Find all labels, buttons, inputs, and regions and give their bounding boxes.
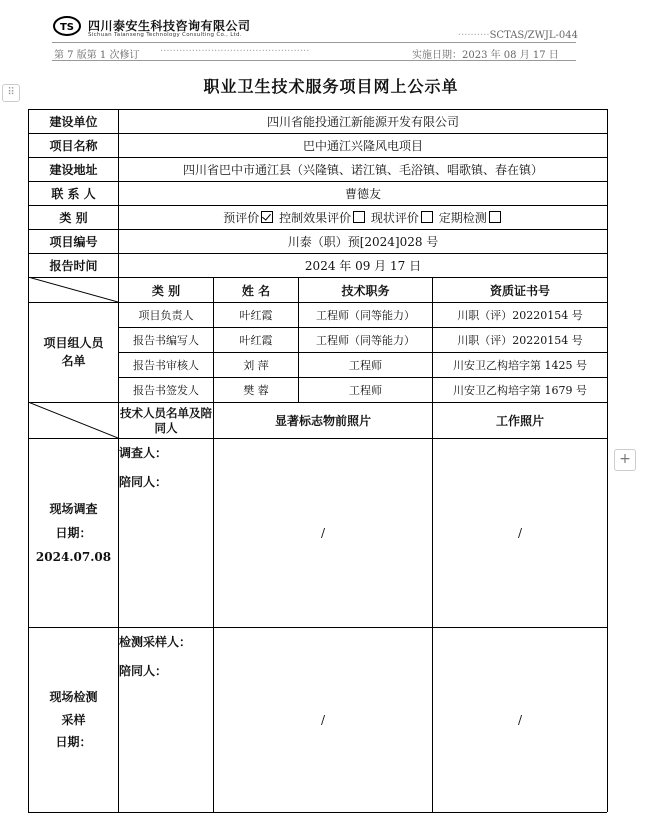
grid-line (607, 109, 608, 812)
staff-role: 报告书审核人 (133, 359, 199, 372)
category-option-pre[interactable] (223, 209, 275, 226)
svg-text:TS: TS (59, 22, 75, 33)
category-status-label: 现状评价 (370, 211, 419, 225)
staff-cert: 川安卫乙构培字第 1425 号 (453, 359, 587, 372)
category-option-status[interactable] (371, 209, 435, 226)
report-time-value: 2024 年 09 月 17 日 (304, 259, 422, 273)
staff-role: 报告书编写人 (133, 334, 199, 347)
builder-label: 建设单位 (49, 115, 98, 129)
staff-header-name: 姓 名 (241, 283, 271, 298)
checkbox-icon[interactable] (489, 211, 501, 223)
project-name-label: 项目名称 (49, 139, 98, 153)
category-option-control[interactable] (279, 209, 367, 226)
address-label: 建设地址 (49, 163, 98, 177)
staff-role: 项目负责人 (138, 309, 194, 322)
contact-value: 曹德友 (344, 187, 381, 201)
company-logo (52, 14, 82, 38)
field-survey-date: 2024.07.08 (35, 550, 112, 564)
diagonal-slash (28, 402, 118, 438)
contact-label: 联 系 人 (51, 187, 96, 201)
investigator-label: 调查人： (119, 446, 168, 460)
survey-companion-label: 陪同人： (119, 474, 168, 489)
field-sampling-label: 现场检测采样 (49, 689, 98, 727)
project-name-value: 巴中通江兴隆风电项目 (302, 139, 423, 153)
edition-label: 第 7 版第 1 次修订 (54, 50, 140, 61)
address-value: 四川省巴中市通江县（兴隆镇、诺江镇、毛浴镇、唱歌镇、春在镇） (182, 163, 543, 177)
grid-line (28, 812, 607, 813)
staff-cert: 川职（评）20220154 号 (457, 334, 583, 347)
photo-header-work: 工作照片 (495, 414, 544, 428)
document-code: ··········SCTAS/ZWJL-044 (457, 30, 578, 41)
doc-code-text: SCTAS/ZWJL-044 (489, 30, 578, 41)
category-control-label: 控制效果评价 (279, 211, 352, 225)
staff-name: 樊 蓉 (243, 384, 269, 397)
diagonal-slash (28, 277, 118, 302)
group-label: 项目组人员名单 (43, 336, 104, 368)
staff-role: 报告书签发人 (133, 384, 199, 397)
sampling-companion-label: 陪同人： (119, 663, 168, 678)
survey-work-photo: / (517, 526, 523, 540)
builder-value: 四川省能投通江新能源开发有限公司 (266, 115, 459, 129)
survey-landmark-photo: / (320, 526, 326, 540)
sampling-people (119, 628, 213, 812)
sampling-work-photo: / (517, 713, 523, 727)
survey-people (119, 439, 213, 627)
header-rule-top (52, 42, 576, 43)
staff-title: 工程师（同等能力） (316, 309, 415, 322)
sampling-landmark-photo: / (320, 713, 326, 727)
photo-header-landmark: 显著标志物前照片 (274, 414, 371, 428)
staff-name: 叶红霞 (239, 309, 273, 322)
staff-name: 叶红霞 (239, 334, 273, 347)
header-rule-bottom (52, 60, 576, 61)
add-row-button[interactable]: + (614, 449, 636, 471)
report-time-label: 报告时间 (49, 259, 98, 273)
field-survey-label: 现场调查 (49, 502, 98, 516)
staff-header-role: 类 别 (151, 283, 181, 298)
project-no-value: 川泰（职）预[2024]028 号 (287, 235, 439, 249)
field-survey-date-label: 日期： (55, 526, 92, 540)
category-pre-label: 预评价 (223, 211, 260, 225)
category-periodic-label: 定期检测 (438, 211, 487, 225)
checked-box-icon[interactable] (261, 211, 273, 223)
field-sampling-date-label: 日期： (55, 735, 92, 750)
field-survey-label-block (29, 439, 118, 627)
drag-handle-icon[interactable]: ⠿ (2, 84, 20, 102)
sampler-label: 检测采样人： (119, 635, 192, 649)
header-dots: ··············································· (160, 46, 310, 57)
implementation-date: 实施日期：2023 年 08 月 17 日 (412, 50, 559, 61)
company-name: 四川泰安生科技咨询有限公司 (88, 19, 251, 33)
page-title: 职业卫生技术服务项目网上公示单 (203, 77, 459, 96)
staff-header-title: 技术职务 (341, 283, 390, 298)
checkbox-icon[interactable] (353, 211, 365, 223)
staff-title: 工程师 (349, 384, 382, 397)
field-sampling-label-block (29, 628, 118, 812)
company-name-en: Sichuan Taianseng Technology Consulting Co., Ltd. (88, 32, 242, 38)
staff-name: 刘 萍 (243, 359, 269, 372)
checkbox-icon[interactable] (421, 211, 433, 223)
staff-title: 工程师 (349, 359, 382, 372)
staff-header-cert: 资质证书号 (489, 283, 550, 298)
category-label: 类 别 (59, 211, 88, 225)
photo-header-staff: 技术人员名单及陪同人 (120, 405, 212, 435)
staff-cert: 川安卫乙构培字第 1679 号 (453, 384, 587, 397)
staff-title: 工程师（同等能力） (316, 334, 415, 347)
project-no-label: 项目编号 (49, 235, 98, 249)
category-option-periodic[interactable] (439, 209, 503, 226)
staff-cert: 川职（评）20220154 号 (457, 309, 583, 322)
category-options (119, 206, 607, 229)
